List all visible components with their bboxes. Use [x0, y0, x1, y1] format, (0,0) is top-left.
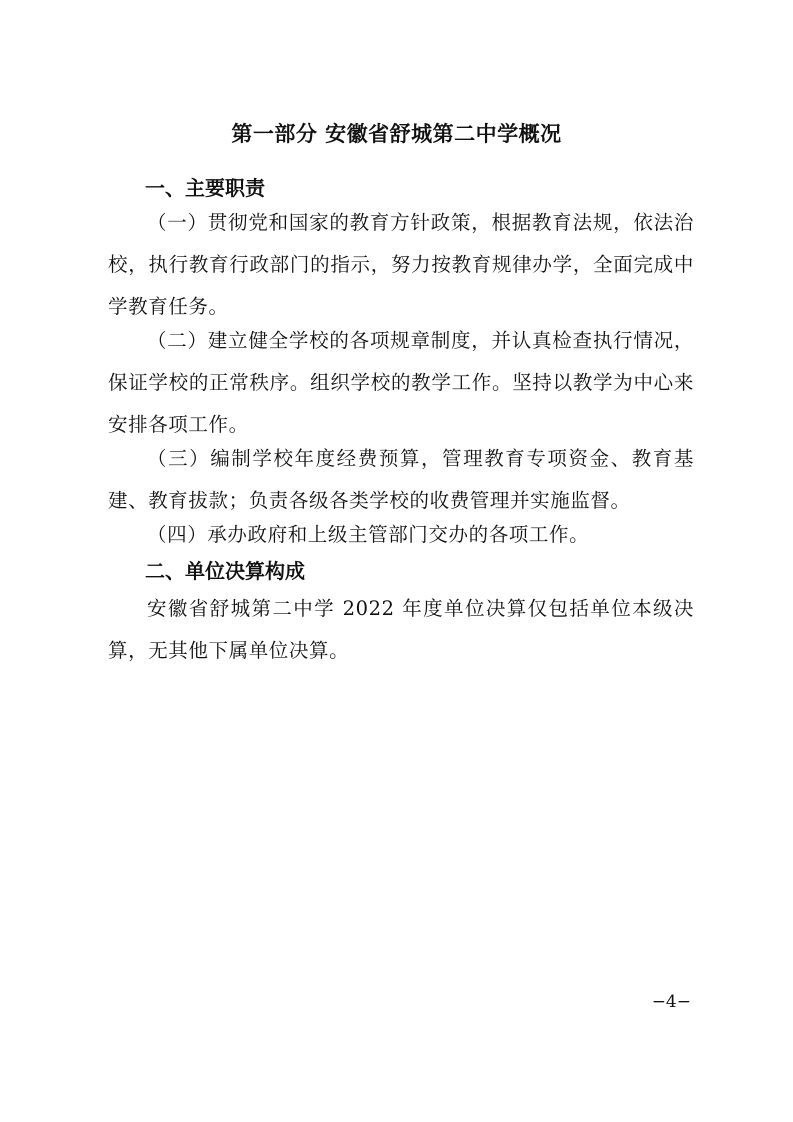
page-number: −4−	[651, 992, 691, 1012]
paragraph-composition: 安徽省舒城第二中学 2022 年度单位决算仅包括单位本级决算，无其他下属单位决算。	[108, 597, 694, 662]
section-heading-composition: 二、单位决算构成	[145, 559, 305, 583]
paragraph-duty-2: （二）建立健全学校的各项规章制度，并认真检查执行情况，保证学校的正常秩序。组织学校的教学工作。坚持以教学为中心来安排各项工作。	[108, 329, 694, 436]
page-title: 第一部分 安徽省舒城第二中学概况	[231, 122, 562, 146]
paragraph-duty-3: （三）编制学校年度经费预算，管理教育专项资金、教育基建、教育拔款；负责各级各类学校的收费管理并实施监督。	[108, 447, 694, 512]
paragraph-duty-1: （一）贯彻党和国家的教育方针政策，根据教育法规，依法治校，执行教育行政部门的指示，努力按教育规律办学，全面完成中学教育任务。	[108, 211, 694, 318]
paragraph-duty-4: （四）承办政府和上级主管部门交办的各项工作。	[147, 523, 590, 546]
section-heading-duties: 一、主要职责	[145, 176, 265, 200]
